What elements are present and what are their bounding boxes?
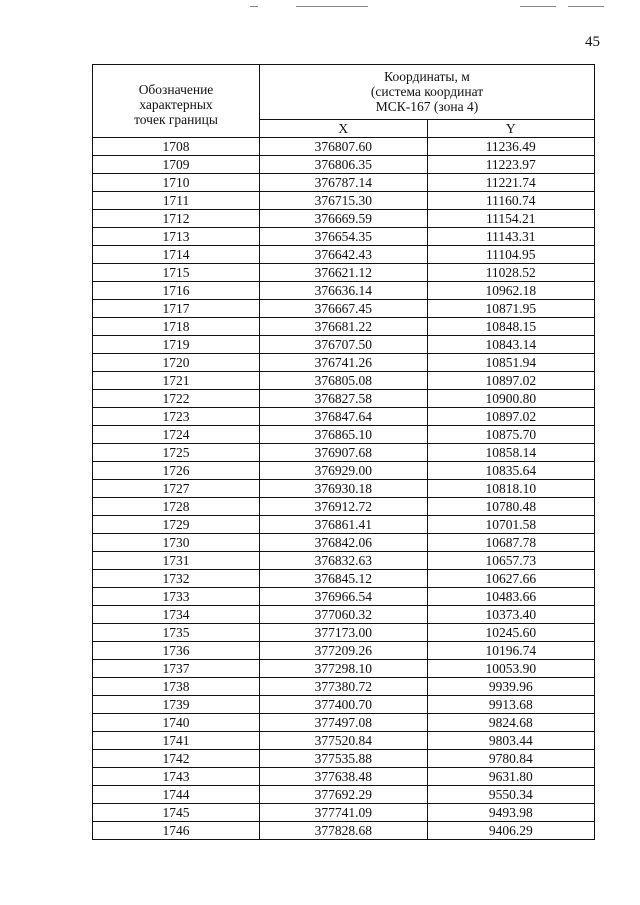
table-row [93, 264, 595, 282]
point-id-cell: 1712 [93, 210, 260, 228]
point-id-cell: 1746 [93, 822, 260, 840]
x-coordinate-cell: 376929.00 [260, 462, 428, 480]
table-row [93, 318, 595, 336]
y-coordinate-cell: 10196.74 [427, 642, 595, 660]
y-coordinate-cell: 9493.98 [427, 804, 595, 822]
table-row [93, 624, 595, 642]
x-coordinate-cell: 377060.32 [260, 606, 428, 624]
y-coordinate-cell: 10875.70 [427, 426, 595, 444]
point-id-cell: 1739 [93, 696, 260, 714]
point-id-cell: 1743 [93, 768, 260, 786]
y-coordinate-cell: 9550.34 [427, 786, 595, 804]
table-row [93, 156, 595, 174]
y-coordinate-cell: 10053.90 [427, 660, 595, 678]
point-id-cell: 1717 [93, 300, 260, 318]
header-point-line: Обозначение [138, 81, 214, 97]
table-row [93, 426, 595, 444]
x-coordinate-cell: 377209.26 [260, 642, 428, 660]
y-coordinate-cell: 9780.84 [427, 750, 595, 768]
table-row [93, 390, 595, 408]
y-coordinate-cell: 9631.80 [427, 768, 595, 786]
table-row [93, 588, 595, 606]
y-coordinate-cell: 11143.31 [427, 228, 595, 246]
point-id-cell: 1710 [93, 174, 260, 192]
point-id-cell: 1731 [93, 552, 260, 570]
x-coordinate-cell: 377400.70 [260, 696, 428, 714]
page-number: 45 [585, 34, 600, 50]
table-row [93, 696, 595, 714]
point-id-cell: 1736 [93, 642, 260, 660]
point-id-cell: 1740 [93, 714, 260, 732]
x-coordinate-cell: 376930.18 [260, 480, 428, 498]
table-row [93, 444, 595, 462]
x-coordinate-cell: 377520.84 [260, 732, 428, 750]
table-row [93, 138, 595, 156]
point-id-cell: 1745 [93, 804, 260, 822]
table-row [93, 732, 595, 750]
point-id-cell: 1719 [93, 336, 260, 354]
y-coordinate-cell: 10897.02 [427, 408, 595, 426]
y-coordinate-cell: 11236.49 [427, 138, 595, 156]
x-coordinate-cell: 377638.48 [260, 768, 428, 786]
header-x: X [260, 119, 428, 137]
table-row [93, 282, 595, 300]
header-y: Y [427, 119, 595, 137]
y-coordinate-cell: 10687.78 [427, 534, 595, 552]
y-coordinate-cell: 11160.74 [427, 192, 595, 210]
point-id-cell: 1721 [93, 372, 260, 390]
point-id-cell: 1714 [93, 246, 260, 264]
table-row [93, 642, 595, 660]
y-coordinate-cell: 10627.66 [427, 570, 595, 588]
point-id-cell: 1738 [93, 678, 260, 696]
x-coordinate-cell: 376832.63 [260, 552, 428, 570]
table-row [93, 480, 595, 498]
table-row [93, 678, 595, 696]
header-point-designation [93, 65, 260, 138]
header-coord-line: Координаты, м [384, 69, 470, 85]
table-row [93, 534, 595, 552]
x-coordinate-cell: 376787.14 [260, 174, 428, 192]
x-coordinate-cell: 376707.50 [260, 336, 428, 354]
x-coordinate-cell: 376845.12 [260, 570, 428, 588]
y-coordinate-cell: 9803.44 [427, 732, 595, 750]
y-coordinate-cell: 10897.02 [427, 372, 595, 390]
table-row [93, 786, 595, 804]
y-coordinate-cell: 10871.95 [427, 300, 595, 318]
point-id-cell: 1730 [93, 534, 260, 552]
point-id-cell: 1734 [93, 606, 260, 624]
point-id-cell: 1715 [93, 264, 260, 282]
y-coordinate-cell: 10701.58 [427, 516, 595, 534]
y-coordinate-cell: 10900.80 [427, 390, 595, 408]
table-row [93, 228, 595, 246]
x-coordinate-cell: 376842.06 [260, 534, 428, 552]
y-coordinate-cell: 9824.68 [427, 714, 595, 732]
y-coordinate-cell: 10245.60 [427, 624, 595, 642]
x-coordinate-cell: 377497.08 [260, 714, 428, 732]
point-id-cell: 1726 [93, 462, 260, 480]
table-row [93, 174, 595, 192]
y-coordinate-cell: 10657.73 [427, 552, 595, 570]
table-row [93, 804, 595, 822]
point-id-cell: 1737 [93, 660, 260, 678]
x-coordinate-cell: 376827.58 [260, 390, 428, 408]
x-coordinate-cell: 376805.08 [260, 372, 428, 390]
y-coordinate-cell: 11223.97 [427, 156, 595, 174]
point-id-cell: 1718 [93, 318, 260, 336]
point-id-cell: 1741 [93, 732, 260, 750]
table-row [93, 750, 595, 768]
y-coordinate-cell: 9406.29 [427, 822, 595, 840]
point-id-cell: 1744 [93, 786, 260, 804]
point-id-cell: 1724 [93, 426, 260, 444]
y-coordinate-cell: 10780.48 [427, 498, 595, 516]
table-row [93, 660, 595, 678]
x-coordinate-cell: 377535.88 [260, 750, 428, 768]
x-coordinate-cell: 377173.00 [260, 624, 428, 642]
point-id-cell: 1713 [93, 228, 260, 246]
table-row [93, 372, 595, 390]
y-coordinate-cell: 11028.52 [427, 264, 595, 282]
y-coordinate-cell: 10843.14 [427, 336, 595, 354]
header-point-line: характерных [139, 96, 213, 112]
x-coordinate-cell: 376715.30 [260, 192, 428, 210]
y-coordinate-cell: 10858.14 [427, 444, 595, 462]
x-coordinate-cell: 376654.35 [260, 228, 428, 246]
x-coordinate-cell: 376642.43 [260, 246, 428, 264]
y-coordinate-cell: 9913.68 [427, 696, 595, 714]
point-id-cell: 1733 [93, 588, 260, 606]
y-coordinate-cell: 10483.66 [427, 588, 595, 606]
table-row [93, 246, 595, 264]
table-row [93, 768, 595, 786]
point-id-cell: 1722 [93, 390, 260, 408]
x-coordinate-cell: 377298.10 [260, 660, 428, 678]
x-coordinate-cell: 376865.10 [260, 426, 428, 444]
table-row [93, 822, 595, 840]
table-row [93, 606, 595, 624]
x-coordinate-cell: 376669.59 [260, 210, 428, 228]
y-coordinate-cell: 11154.21 [427, 210, 595, 228]
table-row [93, 462, 595, 480]
header-coordinates [260, 65, 595, 120]
y-coordinate-cell: 10818.10 [427, 480, 595, 498]
scan-edge-marks [0, 6, 640, 10]
header-point-line: точек границы [134, 111, 218, 127]
point-id-cell: 1725 [93, 444, 260, 462]
point-id-cell: 1728 [93, 498, 260, 516]
point-id-cell: 1709 [93, 156, 260, 174]
x-coordinate-cell: 376667.45 [260, 300, 428, 318]
table-row [93, 570, 595, 588]
point-id-cell: 1716 [93, 282, 260, 300]
x-coordinate-cell: 377692.29 [260, 786, 428, 804]
header-coord-line: (система координат [370, 84, 484, 100]
table-row [93, 552, 595, 570]
y-coordinate-cell: 10962.18 [427, 282, 595, 300]
x-coordinate-cell: 377741.09 [260, 804, 428, 822]
table-row [93, 516, 595, 534]
x-coordinate-cell: 376807.60 [260, 138, 428, 156]
x-coordinate-cell: 376741.26 [260, 354, 428, 372]
table-row [93, 300, 595, 318]
point-id-cell: 1735 [93, 624, 260, 642]
x-coordinate-cell: 376907.68 [260, 444, 428, 462]
y-coordinate-cell: 10835.64 [427, 462, 595, 480]
y-coordinate-cell: 10851.94 [427, 354, 595, 372]
point-id-cell: 1708 [93, 138, 260, 156]
x-coordinate-cell: 377828.68 [260, 822, 428, 840]
x-coordinate-cell: 377380.72 [260, 678, 428, 696]
point-id-cell: 1729 [93, 516, 260, 534]
x-coordinate-cell: 376861.41 [260, 516, 428, 534]
table-body [93, 138, 595, 840]
point-id-cell: 1732 [93, 570, 260, 588]
x-coordinate-cell: 376966.54 [260, 588, 428, 606]
y-coordinate-cell: 9939.96 [427, 678, 595, 696]
point-id-cell: 1742 [93, 750, 260, 768]
table-row [93, 354, 595, 372]
point-id-cell: 1727 [93, 480, 260, 498]
table-row [93, 408, 595, 426]
table-row [93, 498, 595, 516]
x-coordinate-cell: 376847.64 [260, 408, 428, 426]
table-row [93, 210, 595, 228]
table-row [93, 336, 595, 354]
table-row [93, 714, 595, 732]
y-coordinate-cell: 10848.15 [427, 318, 595, 336]
header-coord-line: МСК-167 (зона 4) [375, 99, 479, 115]
x-coordinate-cell: 376912.72 [260, 498, 428, 516]
point-id-cell: 1723 [93, 408, 260, 426]
x-coordinate-cell: 376681.22 [260, 318, 428, 336]
x-coordinate-cell: 376806.35 [260, 156, 428, 174]
y-coordinate-cell: 11104.95 [427, 246, 595, 264]
point-id-cell: 1720 [93, 354, 260, 372]
x-coordinate-cell: 376621.12 [260, 264, 428, 282]
x-coordinate-cell: 376636.14 [260, 282, 428, 300]
table-row [93, 192, 595, 210]
y-coordinate-cell: 10373.40 [427, 606, 595, 624]
coordinates-table [92, 64, 595, 840]
y-coordinate-cell: 11221.74 [427, 174, 595, 192]
point-id-cell: 1711 [93, 192, 260, 210]
